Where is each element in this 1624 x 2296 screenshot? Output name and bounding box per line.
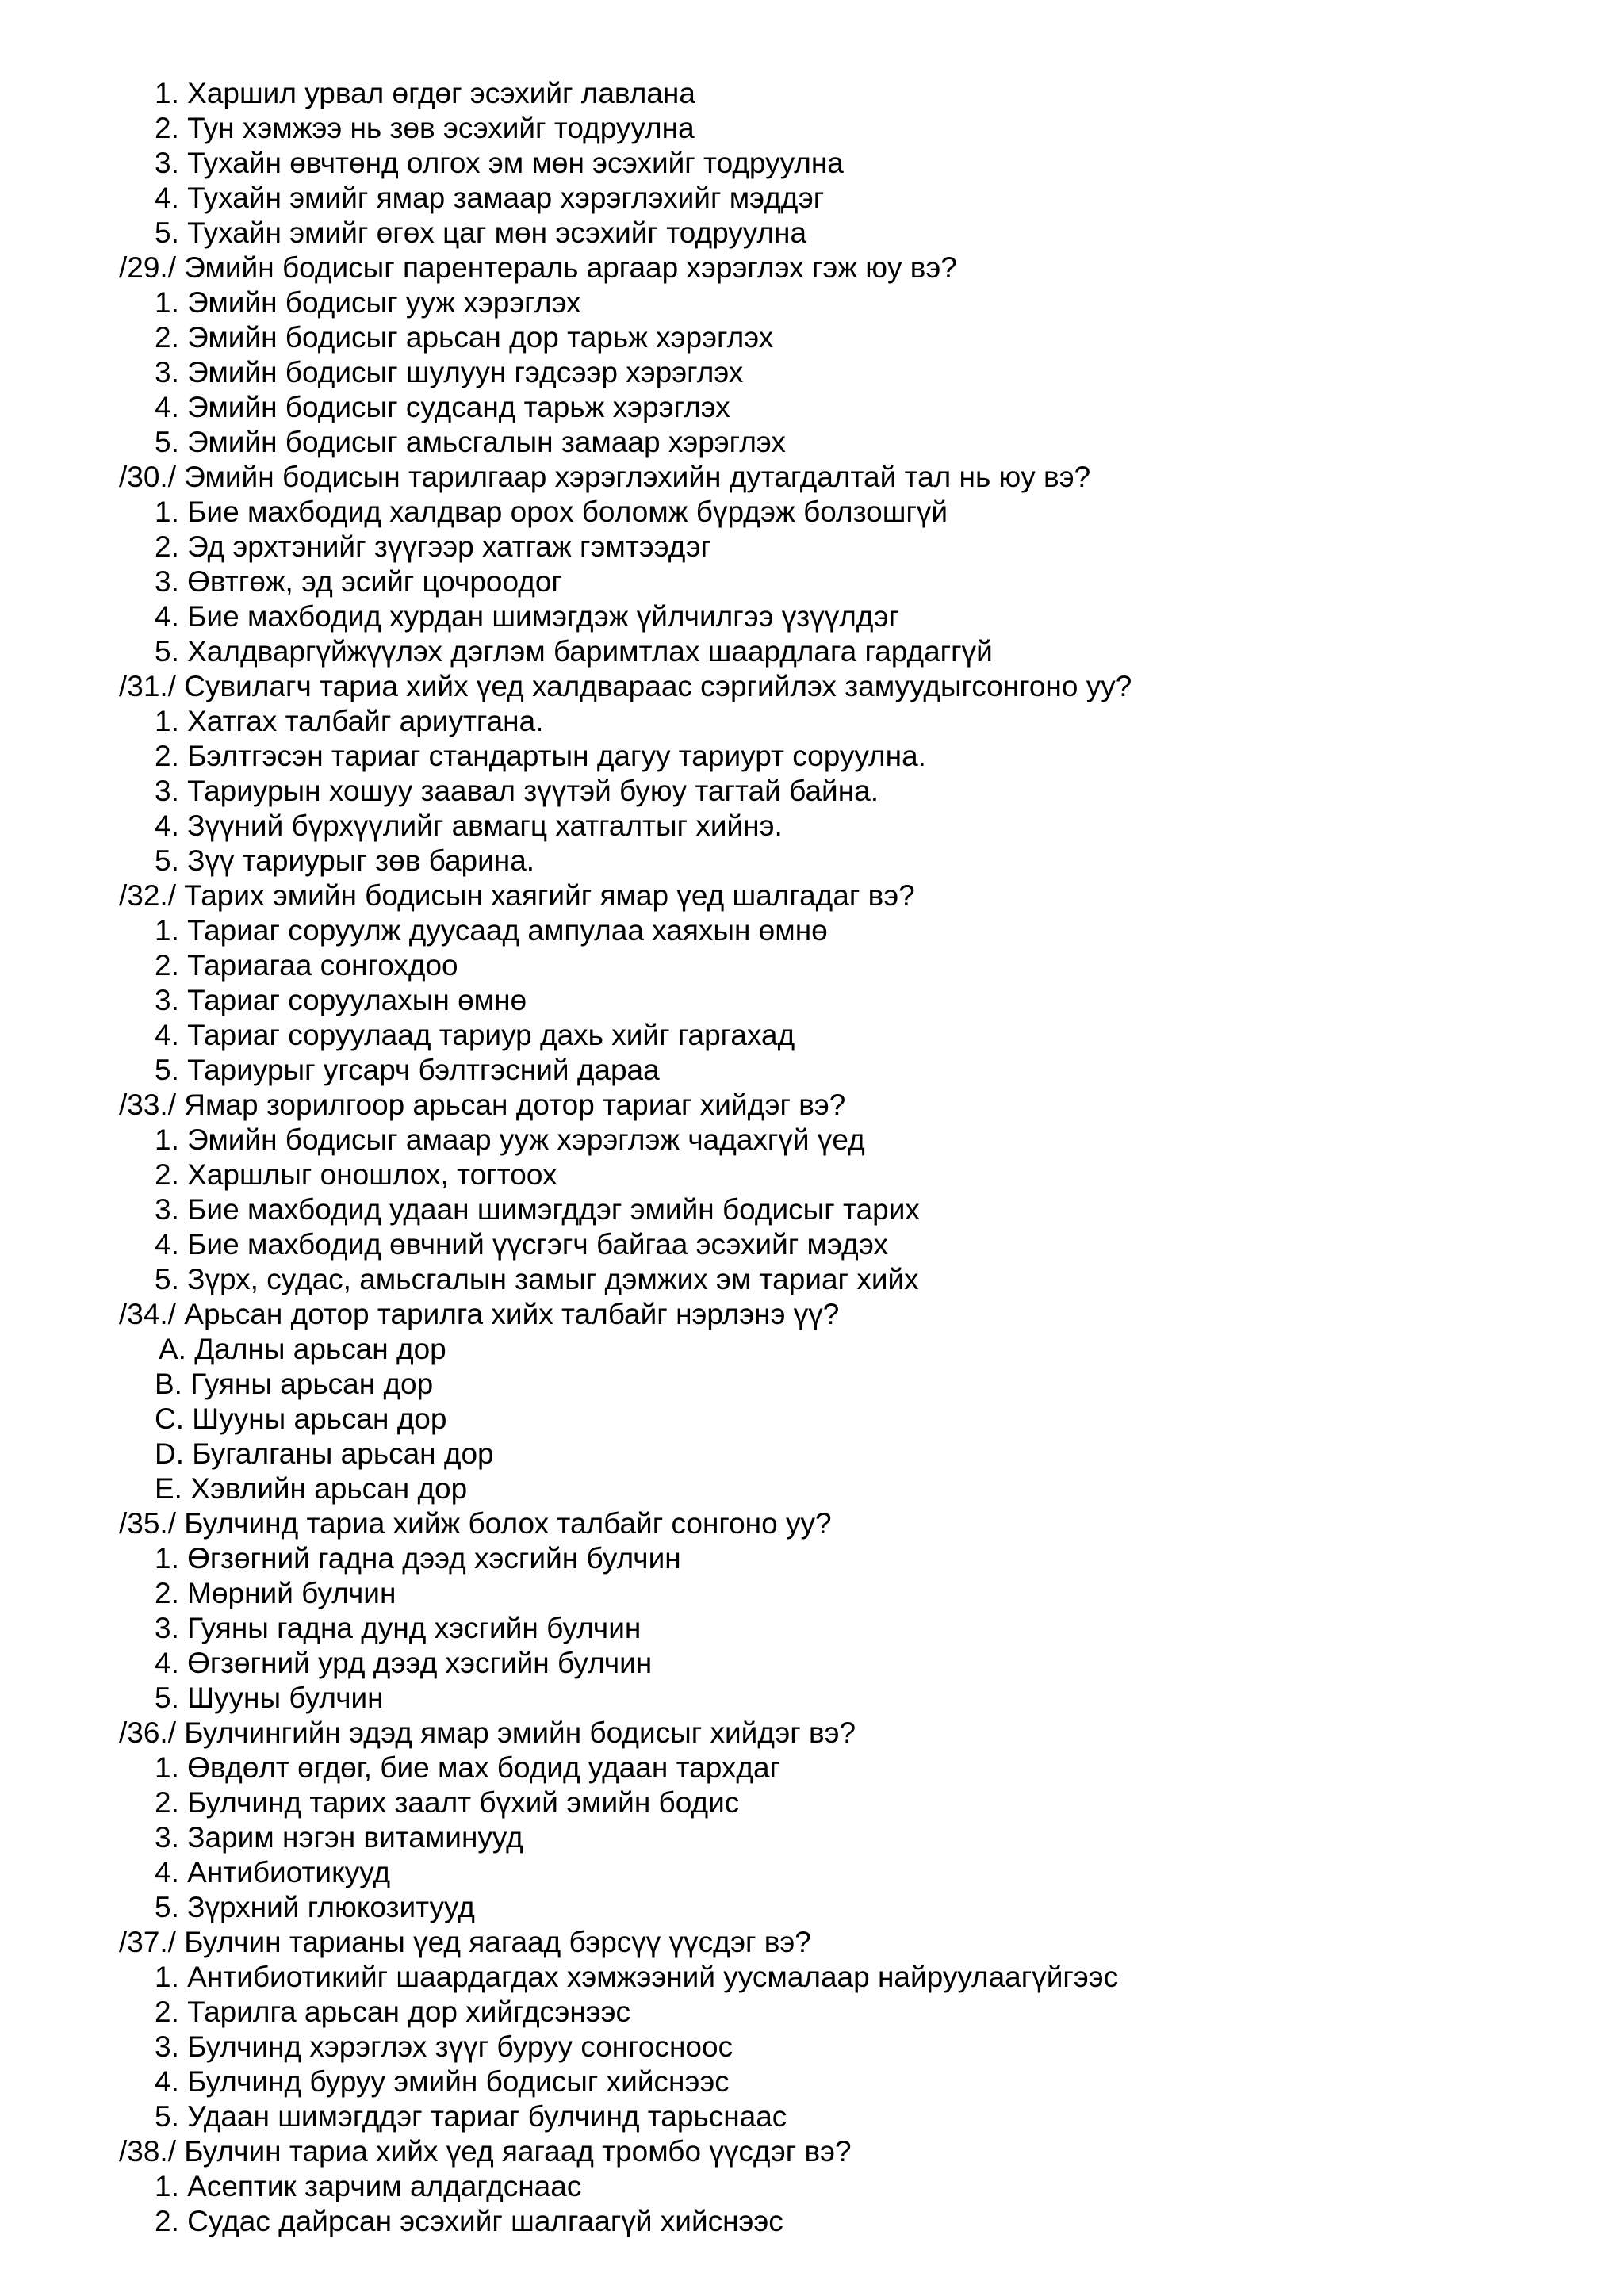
- option-line: 1. Тариаг соруулж дуусаад ампулаа хаяхын өмнө: [155, 914, 828, 947]
- question-33: /33./ Ямар зорилгоор арьсан дотор тариаг хийдэг вэ?: [119, 1089, 846, 1121]
- question-35: /35./ Булчинд тариа хийж болох талбайг сонгоно уу?: [119, 1507, 832, 1540]
- option-line: 3. Өвтгөж, эд эсийг цочроодог: [155, 565, 562, 598]
- option-line: 3. Тариаг соруулахын өмнө: [155, 984, 527, 1016]
- option-line: 1. Асептик зарчим алдагдснаас: [155, 2170, 582, 2202]
- question-38: /38./ Булчин тариа хийх үед яагаад тромбо үүсдэг вэ?: [119, 2135, 852, 2168]
- option-line: 4. Өгзөгний урд дээд хэсгийн булчин: [155, 1647, 653, 1679]
- option-line: 4. Антибиотикууд: [155, 1856, 391, 1888]
- question-29: /29./ Эмийн бодисыг парентераль аргаар хэрэглэх гэж юу вэ?: [119, 251, 957, 284]
- option-line: C. Шууны арьсан дор: [155, 1402, 447, 1435]
- option-line: 1. Харшил урвал өгдөг эсэхийг лавлана: [155, 77, 695, 109]
- option-line: E. Хэвлийн арьсан дор: [155, 1472, 468, 1505]
- option-line: B. Гуяны арьсан дор: [155, 1368, 434, 1400]
- option-line: 3. Эмийн бодисыг шулуун гэдсээр хэрэглэх: [155, 356, 744, 388]
- question-32: /32./ Тарих эмийн бодисын хаягийг ямар үед шалгадаг вэ?: [119, 879, 915, 912]
- option-line: 1. Бие махбодид халдвар орох боломж бүрдэж болзошгүй: [155, 496, 948, 528]
- option-line: 1. Антибиотикийг шаардагдах хэмжээний уусмалаар найруулаагүйгээс: [155, 1961, 1119, 1993]
- option-line: 5. Зүрх, судас, амьсгалын замыг дэмжих эм тариаг хийх: [155, 1263, 919, 1295]
- question-36: /36./ Булчингийн эдэд ямар эмийн бодисыг хийдэг вэ?: [119, 1716, 856, 1749]
- option-line: 2. Тун хэмжээ нь зөв эсэхийг тодруулна: [155, 112, 695, 144]
- option-line: 1. Өвдөлт өгдөг, бие мах бодид удаан тархдаг: [155, 1751, 781, 1784]
- option-line: 5. Зүү тариурыг зөв барина.: [155, 844, 535, 877]
- question-30: /30./ Эмийн бодисын тарилгаар хэрэглэхийн дутагдалтай тал нь юу вэ?: [119, 461, 1091, 493]
- question-31: /31./ Сувилагч тариа хийх үед халдвараас сэргийлэх замуудыгсонгоно уу?: [119, 670, 1132, 702]
- option-line: 5. Тариурыг угсарч бэлтгэсний дараа: [155, 1054, 660, 1086]
- option-line: 2. Харшлыг оношлох, тогтоох: [155, 1158, 557, 1191]
- option-line: 2. Мөрний булчин: [155, 1577, 396, 1609]
- option-line: 5. Эмийн бодисыг амьсгалын замаар хэрэглэх: [155, 426, 786, 458]
- question-34: /34./ Арьсан дотор тарилга хийх талбайг нэрлэнэ үү?: [119, 1298, 840, 1330]
- option-line: 4. Бие махбодид хурдан шимэгдэж үйлчилгээ үзүүлдэг: [155, 600, 900, 633]
- option-line: 5. Шууны булчин: [155, 1682, 384, 1714]
- option-line: 2. Бэлтгэсэн тариаг стандартын дагуу тариурт соруулна.: [155, 740, 926, 772]
- question-37: /37./ Булчин тарианы үед яагаад бэрсүү үүсдэг вэ?: [119, 1926, 811, 1958]
- option-line: 5. Удаан шимэгддэг тариаг булчинд тарьснаас: [155, 2100, 787, 2133]
- option-line: 3. Булчинд хэрэглэх зүүг буруу сонгосноос: [155, 2030, 733, 2063]
- option-line: 3. Тухайн өвчтөнд олгох эм мөн эсэхийг тодруулна: [155, 147, 844, 179]
- option-line: 5. Тухайн эмийг өгөх цаг мөн эсэхийг тодруулна: [155, 216, 807, 249]
- option-line: 5. Халдваргүйжүүлэх дэглэм баримтлах шаардлага гардаггүй: [155, 635, 993, 668]
- option-line: 1. Хатгах талбайг ариутгана.: [155, 705, 544, 737]
- option-line: 3. Тариурын хошуу заавал зүүтэй буюу тагтай байна.: [155, 775, 879, 807]
- option-line: 2. Булчинд тарих заалт бүхий эмийн бодис: [155, 1786, 740, 1819]
- option-line: 1. Эмийн бодисыг амаар ууж хэрэглэж чадахгүй үед: [155, 1123, 865, 1156]
- option-line: 5. Зүрхний глюкозитууд: [155, 1891, 475, 1923]
- option-line: 2. Тариагаа сонгохдоо: [155, 949, 458, 982]
- option-line: 1. Эмийн бодисыг ууж хэрэглэх: [155, 286, 581, 319]
- option-line: 4. Булчинд буруу эмийн бодисыг хийснээс: [155, 2065, 730, 2098]
- option-line: 2. Эд эрхтэнийг зүүгээр хатгаж гэмтээдэг: [155, 530, 712, 563]
- option-line: 3. Гуяны гадна дунд хэсгийн булчин: [155, 1612, 642, 1644]
- option-line: 2. Эмийн бодисыг арьсан дор тарьж хэрэглэх: [155, 321, 774, 354]
- option-line: 2. Судас дайрсан эсэхийг шалгаагүй хийснээс: [155, 2205, 783, 2237]
- option-line: A. Далны арьсан дор: [159, 1333, 446, 1365]
- option-line: 4. Бие махбодид өвчний үүсгэгч байгаа эсэхийг мэдэх: [155, 1228, 888, 1261]
- option-line: 3. Зарим нэгэн витаминууд: [155, 1821, 523, 1854]
- option-line: 4. Тариаг соруулаад тариур дахь хийг гаргахад: [155, 1019, 795, 1051]
- option-line: 4. Зүүний бүрхүүлийг авмагц хатгалтыг хийнэ.: [155, 809, 783, 842]
- option-line: 1. Өгзөгний гадна дээд хэсгийн булчин: [155, 1542, 681, 1575]
- option-line: 4. Эмийн бодисыг судсанд тарьж хэрэглэх: [155, 391, 730, 423]
- option-line: 3. Бие махбодид удаан шимэгддэг эмийн бодисыг тарих: [155, 1193, 920, 1226]
- option-line: 4. Тухайн эмийг ямар замаар хэрэглэхийг мэддэг: [155, 182, 825, 214]
- option-line: D. Бугалганы арьсан дор: [155, 1437, 494, 1470]
- option-line: 2. Тарилга арьсан дор хийгдсэнээс: [155, 1996, 631, 2028]
